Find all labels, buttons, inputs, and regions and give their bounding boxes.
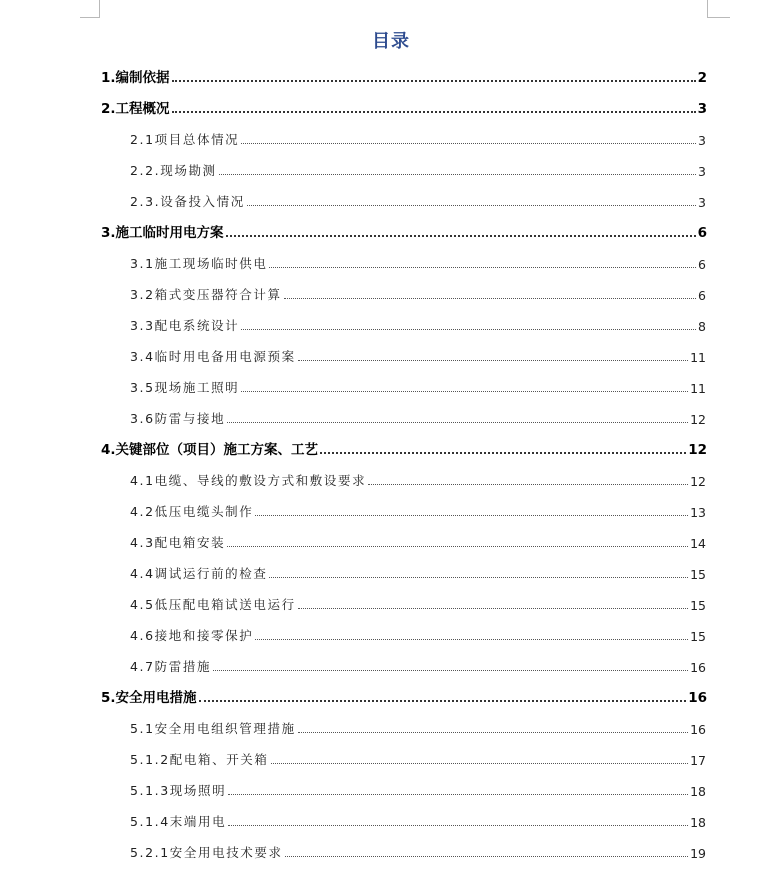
- toc-entry-page: 18: [690, 815, 706, 830]
- dot-leader: [298, 607, 688, 609]
- dot-leader: [255, 638, 688, 640]
- toc-entry-label: 2.3.设备投入情况: [130, 194, 245, 209]
- toc-entry-label: 4.4调试运行前的检查: [130, 566, 268, 581]
- dot-leader: [172, 110, 696, 113]
- dot-leader: [241, 142, 696, 144]
- dot-leader: [298, 359, 688, 361]
- dot-leader: [213, 669, 688, 671]
- dot-leader: [255, 514, 688, 516]
- toc-entry-label: 2.2.现场勘测: [130, 163, 217, 178]
- dot-leader: [285, 855, 688, 857]
- toc-entry[interactable]: [130, 593, 706, 613]
- toc-entry-label: 3.3配电系统设计: [130, 318, 240, 333]
- toc-entry-label: 4.1电缆、导线的敷设方式和敷设要求: [130, 473, 367, 488]
- dot-leader: [228, 793, 688, 795]
- toc-title: 目录: [372, 31, 410, 52]
- toc-entry[interactable]: [130, 407, 706, 427]
- toc-entry-page: 15: [690, 629, 706, 644]
- toc-entry[interactable]: [130, 748, 706, 768]
- toc-entry[interactable]: [101, 438, 707, 458]
- toc-entry[interactable]: [130, 500, 706, 520]
- toc-entry-page: 6: [697, 225, 707, 241]
- toc-entry-label: 3.1施工现场临时供电: [130, 256, 268, 271]
- toc-entry-page: 11: [690, 381, 706, 396]
- toc-entry[interactable]: [130, 562, 706, 582]
- toc-entry-label: 5.1.4末端用电: [130, 814, 227, 829]
- dot-leader: [247, 204, 696, 206]
- toc-entry-label: 3.4临时用电备用电源预案: [130, 349, 296, 364]
- toc-entry-page: 18: [690, 784, 706, 799]
- toc-entry[interactable]: [130, 624, 706, 644]
- toc-entry-page: 12: [690, 412, 706, 427]
- crop-mark-top-left: [80, 0, 100, 18]
- toc-entry-label: 5.安全用电措施: [101, 690, 197, 706]
- dot-leader: [172, 79, 696, 82]
- toc-entry-page: 3: [698, 133, 706, 148]
- toc-entry-page: 11: [690, 350, 706, 365]
- toc-entry-page: 16: [690, 722, 706, 737]
- toc-entry-page: 2: [697, 70, 707, 86]
- dot-leader: [227, 421, 688, 423]
- toc-entry-page: 12: [690, 474, 706, 489]
- dot-leader: [241, 328, 696, 330]
- toc-entry[interactable]: [101, 221, 707, 241]
- toc-entry-page: 6: [698, 257, 706, 272]
- toc-entry-label: 2.工程概况: [101, 101, 170, 117]
- toc-entry[interactable]: [101, 97, 707, 117]
- toc-entry-label: 4.5低压配电箱试送电运行: [130, 597, 296, 612]
- toc-entry-page: 19: [690, 846, 706, 861]
- toc-entry-label: 4.7防雷措施: [130, 659, 212, 674]
- toc-entry-page: 3: [697, 101, 707, 117]
- dot-leader: [228, 824, 688, 826]
- toc-entry[interactable]: [130, 314, 706, 334]
- toc-entry-label: 2.1项目总体情况: [130, 132, 240, 147]
- toc-entry-label: 5.1.3现场照明: [130, 783, 227, 798]
- toc-entry[interactable]: [101, 66, 707, 86]
- toc-entry-label: 1.编制依据: [101, 70, 170, 86]
- toc-entry-page: 6: [698, 288, 706, 303]
- toc-entry[interactable]: [130, 469, 706, 489]
- toc-entry[interactable]: [130, 283, 706, 303]
- toc-entry-label: 3.5现场施工照明: [130, 380, 240, 395]
- toc-entry-page: 8: [698, 319, 706, 334]
- dot-leader: [219, 173, 696, 175]
- toc-entry[interactable]: [130, 159, 706, 179]
- dot-leader: [271, 762, 689, 764]
- toc-entry[interactable]: [130, 655, 706, 675]
- toc-entry-label: 5.1安全用电组织管理措施: [130, 721, 296, 736]
- toc-entry-label: 5.1.2配电箱、开关箱: [130, 752, 269, 767]
- toc-entry-label: 4.3配电箱安装: [130, 535, 226, 550]
- toc-entry-page: 16: [690, 660, 706, 675]
- dot-leader: [199, 699, 687, 702]
- toc-entry-label: 4.关键部位（项目）施工方案、工艺: [101, 442, 319, 458]
- toc-entry[interactable]: [130, 376, 706, 396]
- toc-entry[interactable]: [101, 686, 707, 706]
- toc-entry-label: 3.2箱式变压器符合计算: [130, 287, 282, 302]
- toc-entry-page: 13: [690, 505, 706, 520]
- toc-entry-page: 17: [690, 753, 706, 768]
- toc-entry[interactable]: [130, 190, 706, 210]
- dot-leader: [227, 545, 688, 547]
- toc-entry[interactable]: [130, 128, 706, 148]
- toc-entry-label: 5.2.1安全用电技术要求: [130, 845, 283, 860]
- toc-entry[interactable]: [130, 841, 706, 861]
- dot-leader: [226, 234, 696, 237]
- toc-entry-page: 12: [688, 442, 707, 458]
- crop-mark-top-right: [707, 0, 730, 18]
- dot-leader: [298, 731, 688, 733]
- dot-leader: [284, 297, 696, 299]
- toc-entry-label: 4.6接地和接零保护: [130, 628, 254, 643]
- toc-entry-page: 3: [698, 195, 706, 210]
- toc-entry-page: 15: [690, 598, 706, 613]
- dot-leader: [269, 266, 696, 268]
- toc-entry[interactable]: [130, 717, 706, 737]
- toc-entry-label: 4.2低压电缆头制作: [130, 504, 254, 519]
- toc-entry-label: 3.6防雷与接地: [130, 411, 226, 426]
- toc-entry[interactable]: [130, 345, 706, 365]
- dot-leader: [320, 451, 686, 454]
- toc-entry[interactable]: [130, 810, 706, 830]
- toc-entry-page: 16: [688, 690, 707, 706]
- dot-leader: [241, 390, 688, 392]
- toc-entry[interactable]: [130, 531, 706, 551]
- toc-entry-page: 14: [690, 536, 706, 551]
- toc-entry-page: 3: [698, 164, 706, 179]
- dot-leader: [269, 576, 688, 578]
- toc-entry-page: 15: [690, 567, 706, 582]
- dot-leader: [368, 483, 688, 485]
- toc-entry-label: 3.施工临时用电方案: [101, 225, 224, 241]
- toc-entry[interactable]: [130, 252, 706, 272]
- toc-entry[interactable]: [130, 779, 706, 799]
